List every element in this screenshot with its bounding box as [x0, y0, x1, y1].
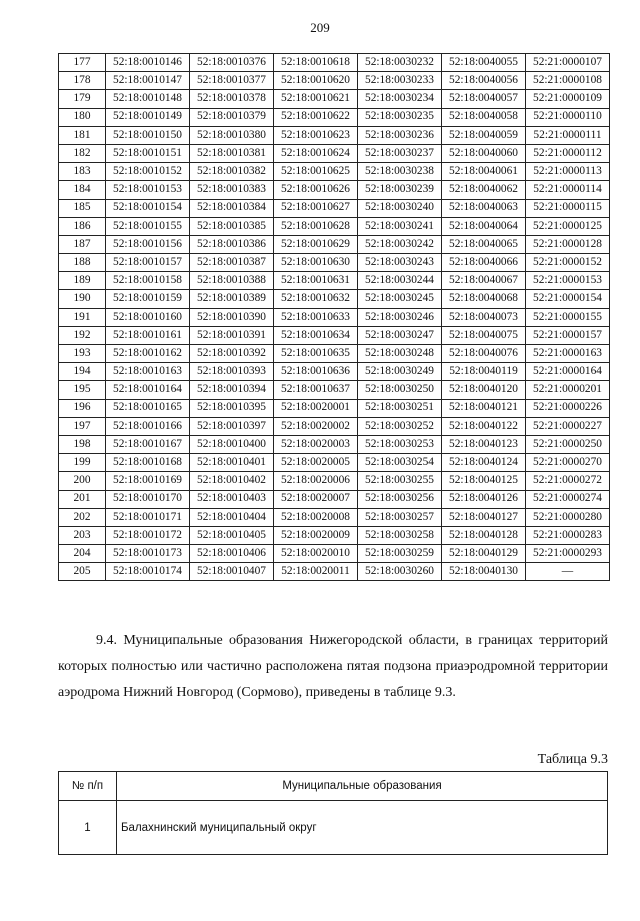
cadastral-code-cell: 52:21:0000152	[526, 254, 610, 272]
cadastral-code-cell: 52:18:0010169	[106, 472, 190, 490]
cadastral-code-cell: 52:18:0040058	[442, 108, 526, 126]
row-number-cell: 179	[59, 90, 106, 108]
cadastral-code-cell: 52:18:0010154	[106, 199, 190, 217]
table-row	[59, 72, 610, 90]
cadastral-code-cell: 52:18:0010618	[274, 54, 358, 72]
cadastral-code-cell: 52:18:0010622	[274, 108, 358, 126]
cadastral-code-cell: 52:18:0030252	[358, 417, 442, 435]
cadastral-code-cell: 52:18:0010168	[106, 454, 190, 472]
row-number-cell: 188	[59, 254, 106, 272]
row-number: 1	[59, 801, 117, 855]
cadastral-code-cell: 52:18:0010406	[190, 545, 274, 563]
cadastral-code-cell: 52:18:0040122	[442, 417, 526, 435]
cadastral-code-cell: 52:18:0040124	[442, 454, 526, 472]
cadastral-code-cell: 52:18:0010404	[190, 508, 274, 526]
cadastral-code-cell: 52:21:0000164	[526, 363, 610, 381]
cadastral-code-cell: 52:18:0030236	[358, 126, 442, 144]
cadastral-code-cell: 52:18:0010627	[274, 199, 358, 217]
table-row	[59, 54, 610, 72]
cadastral-code-cell: 52:18:0030260	[358, 563, 442, 581]
cadastral-code-cell: 52:18:0010392	[190, 345, 274, 363]
table-row	[59, 217, 610, 235]
cadastral-code-cell: 52:18:0030233	[358, 72, 442, 90]
cadastral-code-cell: 52:18:0040127	[442, 508, 526, 526]
cadastral-code-cell: 52:21:0000274	[526, 490, 610, 508]
table-row	[59, 545, 610, 563]
cadastral-code-cell: 52:18:0030258	[358, 526, 442, 544]
cadastral-code-cell: 52:18:0010620	[274, 72, 358, 90]
cadastral-code-cell: 52:21:0000109	[526, 90, 610, 108]
cadastral-code-cell: 52:18:0010390	[190, 308, 274, 326]
table-row	[59, 235, 610, 253]
municipal-table-row	[59, 801, 608, 855]
cadastral-code-cell: 52:18:0010632	[274, 290, 358, 308]
cadastral-code-cell: 52:18:0010173	[106, 545, 190, 563]
cadastral-code-cell: 52:18:0020007	[274, 490, 358, 508]
cadastral-code-cell: 52:18:0010147	[106, 72, 190, 90]
cadastral-code-cell: 52:21:0000107	[526, 54, 610, 72]
table-row	[59, 399, 610, 417]
table-row	[59, 435, 610, 453]
cadastral-code-cell: 52:18:0030240	[358, 199, 442, 217]
cadastral-code-cell: 52:18:0010160	[106, 308, 190, 326]
cadastral-code-cell: 52:21:0000250	[526, 435, 610, 453]
cadastral-code-cell: 52:18:0010629	[274, 235, 358, 253]
cadastral-code-cell: 52:18:0040064	[442, 217, 526, 235]
cadastral-code-cell: 52:18:0010402	[190, 472, 274, 490]
cadastral-code-cell: 52:18:0010158	[106, 272, 190, 290]
cadastral-code-cell: 52:18:0020008	[274, 508, 358, 526]
cadastral-code-cell: 52:18:0040129	[442, 545, 526, 563]
row-number-cell: 189	[59, 272, 106, 290]
cadastral-code-cell: 52:18:0030235	[358, 108, 442, 126]
cadastral-code-cell: 52:18:0040066	[442, 254, 526, 272]
cadastral-code-cell: 52:18:0030248	[358, 345, 442, 363]
cadastral-code-cell: 52:18:0010382	[190, 163, 274, 181]
table-row	[59, 472, 610, 490]
cadastral-code-cell: 52:21:0000272	[526, 472, 610, 490]
cadastral-code-cell: 52:18:0030257	[358, 508, 442, 526]
cadastral-code-cell: 52:18:0010623	[274, 126, 358, 144]
cadastral-code-cell: 52:18:0010387	[190, 254, 274, 272]
cadastral-code-cell: 52:18:0010161	[106, 326, 190, 344]
cadastral-code-cell: 52:18:0010162	[106, 345, 190, 363]
cadastral-code-cell: 52:18:0010624	[274, 144, 358, 162]
row-number-cell: 178	[59, 72, 106, 90]
cadastral-code-cell: 52:18:0010166	[106, 417, 190, 435]
cadastral-code-cell: 52:18:0020005	[274, 454, 358, 472]
cadastral-code-cell: 52:18:0020011	[274, 563, 358, 581]
cadastral-code-cell: 52:21:0000153	[526, 272, 610, 290]
cadastral-code-cell: 52:18:0010388	[190, 272, 274, 290]
cadastral-code-cell: 52:21:0000128	[526, 235, 610, 253]
cadastral-code-cell: 52:18:0040073	[442, 308, 526, 326]
page-number: 209	[310, 20, 330, 35]
row-number-cell: 205	[59, 563, 106, 581]
cadastral-code-cell: 52:18:0020006	[274, 472, 358, 490]
table-row	[59, 272, 610, 290]
cadastral-code-cell: 52:18:0040067	[442, 272, 526, 290]
cadastral-code-cell: 52:18:0010159	[106, 290, 190, 308]
cadastral-code-cell: 52:21:0000108	[526, 72, 610, 90]
table-row	[59, 345, 610, 363]
cadastral-code-cell: 52:18:0040057	[442, 90, 526, 108]
cadastral-code-cell: 52:18:0010150	[106, 126, 190, 144]
header-municipality: Муниципальные образования	[117, 772, 608, 801]
cadastral-code-cell: 52:18:0010146	[106, 54, 190, 72]
cadastral-code-cell: 52:18:0010379	[190, 108, 274, 126]
cadastral-code-cell: 52:18:0010400	[190, 435, 274, 453]
cadastral-code-cell: 52:18:0010174	[106, 563, 190, 581]
cadastral-code-cell: 52:18:0030247	[358, 326, 442, 344]
cadastral-code-cell: 52:18:0030238	[358, 163, 442, 181]
cadastral-code-cell: 52:18:0040125	[442, 472, 526, 490]
cadastral-code-cell: 52:18:0020001	[274, 399, 358, 417]
cadastral-code-cell: 52:21:0000293	[526, 545, 610, 563]
cadastral-code-cell: 52:18:0010148	[106, 90, 190, 108]
cadastral-code-cell: 52:21:0000114	[526, 181, 610, 199]
cadastral-code-cell: 52:18:0010630	[274, 254, 358, 272]
row-number-cell: 200	[59, 472, 106, 490]
cadastral-code-cell: 52:18:0030243	[358, 254, 442, 272]
cadastral-code-cell: 52:18:0010376	[190, 54, 274, 72]
table-row	[59, 290, 610, 308]
cadastral-code-cell: 52:18:0030234	[358, 90, 442, 108]
table-row	[59, 90, 610, 108]
table-row	[59, 490, 610, 508]
cadastral-code-cell: 52:18:0010405	[190, 526, 274, 544]
cadastral-code-cell: 52:18:0030254	[358, 454, 442, 472]
cadastral-code-cell: 52:21:0000201	[526, 381, 610, 399]
cadastral-code-cell: 52:18:0010377	[190, 72, 274, 90]
row-number-cell: 191	[59, 308, 106, 326]
cadastral-code-cell: 52:18:0040130	[442, 563, 526, 581]
cadastral-code-cell: 52:18:0010403	[190, 490, 274, 508]
table-row	[59, 326, 610, 344]
cadastral-code-cell: 52:18:0010171	[106, 508, 190, 526]
cadastral-code-cell: 52:18:0010163	[106, 363, 190, 381]
table-row	[59, 199, 610, 217]
cadastral-code-cell: 52:18:0010634	[274, 326, 358, 344]
row-number-cell: 193	[59, 345, 106, 363]
row-number-cell: 197	[59, 417, 106, 435]
cadastral-code-cell: 52:18:0030237	[358, 144, 442, 162]
table-row	[59, 181, 610, 199]
table-row	[59, 254, 610, 272]
row-number-cell: 184	[59, 181, 106, 199]
cadastral-code-cell: 52:18:0010395	[190, 399, 274, 417]
row-number-cell: 177	[59, 54, 106, 72]
cadastral-code-cell: 52:18:0010389	[190, 290, 274, 308]
cadastral-code-cell: 52:18:0010407	[190, 563, 274, 581]
row-number-cell: 198	[59, 435, 106, 453]
cadastral-code-cell: 52:21:0000226	[526, 399, 610, 417]
cadastral-code-cell: 52:18:0040128	[442, 526, 526, 544]
cadastral-code-cell: 52:21:0000163	[526, 345, 610, 363]
row-number-cell: 192	[59, 326, 106, 344]
cadastral-code-cell: 52:18:0040065	[442, 235, 526, 253]
cadastral-code-cell: 52:18:0010383	[190, 181, 274, 199]
cadastral-code-cell: 52:18:0010621	[274, 90, 358, 108]
cadastral-code-cell: 52:18:0030245	[358, 290, 442, 308]
cadastral-code-cell: 52:18:0010157	[106, 254, 190, 272]
cadastral-code-cell: 52:18:0040068	[442, 290, 526, 308]
cadastral-code-cell: 52:18:0010393	[190, 363, 274, 381]
cadastral-code-cell: 52:18:0030241	[358, 217, 442, 235]
cadastral-code-cell: 52:21:0000154	[526, 290, 610, 308]
cadastral-code-cell: 52:21:0000115	[526, 199, 610, 217]
cadastral-code-cell: 52:18:0010164	[106, 381, 190, 399]
cadastral-code-cell: 52:18:0040056	[442, 72, 526, 90]
cadastral-code-cell: 52:18:0040123	[442, 435, 526, 453]
cadastral-code-cell: 52:18:0030253	[358, 435, 442, 453]
row-number-cell: 204	[59, 545, 106, 563]
cadastral-code-cell: 52:18:0010625	[274, 163, 358, 181]
row-number-cell: 180	[59, 108, 106, 126]
cadastral-code-cell: 52:21:0000157	[526, 326, 610, 344]
cadastral-code-cell: 52:18:0010380	[190, 126, 274, 144]
cadastral-code-cell: 52:18:0010151	[106, 144, 190, 162]
cadastral-code-cell: 52:21:0000280	[526, 508, 610, 526]
cadastral-code-cell: 52:18:0010165	[106, 399, 190, 417]
cadastral-code-cell: 52:18:0010152	[106, 163, 190, 181]
cadastral-code-cell: 52:18:0010378	[190, 90, 274, 108]
cadastral-code-cell: 52:18:0030259	[358, 545, 442, 563]
cadastral-code-cell: 52:18:0010636	[274, 363, 358, 381]
row-number-cell: 202	[59, 508, 106, 526]
cadastral-code-cell: 52:18:0010386	[190, 235, 274, 253]
municipality-name: Балахнинский муниципальный округ	[117, 801, 608, 855]
table-row	[59, 508, 610, 526]
row-number-cell: 181	[59, 126, 106, 144]
table-row	[59, 526, 610, 544]
table-row	[59, 563, 610, 581]
cadastral-code-cell: 52:18:0010384	[190, 199, 274, 217]
cadastral-code-cell: 52:18:0010394	[190, 381, 274, 399]
row-number-cell: 183	[59, 163, 106, 181]
cadastral-code-cell: 52:18:0030239	[358, 181, 442, 199]
cadastral-code-cell: 52:21:0000125	[526, 217, 610, 235]
cadastral-code-cell: 52:21:0000111	[526, 126, 610, 144]
cadastral-code-cell: 52:18:0040059	[442, 126, 526, 144]
cadastral-code-cell: 52:18:0040060	[442, 144, 526, 162]
table-row	[59, 163, 610, 181]
cadastral-code-cell: 52:18:0010381	[190, 144, 274, 162]
row-number-cell: 190	[59, 290, 106, 308]
cadastral-code-cell: 52:21:0000270	[526, 454, 610, 472]
municipal-table	[58, 771, 608, 855]
cadastral-code-cell: 52:18:0020009	[274, 526, 358, 544]
cadastral-code-cell: 52:18:0010391	[190, 326, 274, 344]
cadastral-code-cell: 52:18:0040120	[442, 381, 526, 399]
cadastral-code-cell: 52:18:0040121	[442, 399, 526, 417]
cadastral-code-cell: 52:18:0030255	[358, 472, 442, 490]
cadastral-code-cell: 52:18:0030232	[358, 54, 442, 72]
cadastral-code-cell: 52:18:0010631	[274, 272, 358, 290]
municipal-table-header-row	[59, 772, 608, 801]
cadastral-code-cell: 52:21:0000227	[526, 417, 610, 435]
cadastral-code-cell: 52:18:0020003	[274, 435, 358, 453]
cadastral-table	[58, 53, 610, 581]
cadastral-code-cell: 52:18:0020002	[274, 417, 358, 435]
row-number-cell: 185	[59, 199, 106, 217]
cadastral-code-cell: 52:18:0010397	[190, 417, 274, 435]
cadastral-code-cell: 52:18:0040076	[442, 345, 526, 363]
section-paragraph: 9.4. Муниципальные образования Нижегородской области, в границах территорий которых полностью или частично расположена пятая подзона приаэродромной территории аэродрома Нижний Новгород (Сормово), приведены в таблице 9.3.	[58, 633, 608, 700]
cadastral-code-cell: 52:18:0010628	[274, 217, 358, 235]
cadastral-code-cell: 52:18:0010167	[106, 435, 190, 453]
table-row	[59, 308, 610, 326]
cadastral-code-cell: 52:18:0030244	[358, 272, 442, 290]
cadastral-code-cell: 52:18:0010626	[274, 181, 358, 199]
row-number-cell: 186	[59, 217, 106, 235]
row-number-cell: 182	[59, 144, 106, 162]
cadastral-code-cell: —	[526, 563, 610, 581]
table-row	[59, 417, 610, 435]
table-row	[59, 108, 610, 126]
table-row	[59, 454, 610, 472]
row-number-cell: 195	[59, 381, 106, 399]
cadastral-code-cell: 52:18:0030250	[358, 381, 442, 399]
cadastral-table-body	[59, 54, 610, 581]
cadastral-code-cell: 52:18:0040119	[442, 363, 526, 381]
cadastral-code-cell: 52:18:0010170	[106, 490, 190, 508]
cadastral-code-cell: 52:18:0030249	[358, 363, 442, 381]
cadastral-code-cell: 52:18:0040063	[442, 199, 526, 217]
cadastral-code-cell: 52:18:0040062	[442, 181, 526, 199]
table-row	[59, 126, 610, 144]
cadastral-code-cell: 52:21:0000283	[526, 526, 610, 544]
cadastral-code-cell: 52:18:0030256	[358, 490, 442, 508]
header-number: № п/п	[59, 772, 117, 801]
cadastral-code-cell: 52:18:0010633	[274, 308, 358, 326]
cadastral-code-cell: 52:21:0000113	[526, 163, 610, 181]
cadastral-code-cell: 52:18:0030246	[358, 308, 442, 326]
cadastral-code-cell: 52:18:0030242	[358, 235, 442, 253]
cadastral-code-cell: 52:18:0040126	[442, 490, 526, 508]
cadastral-code-cell: 52:18:0040055	[442, 54, 526, 72]
cadastral-code-cell: 52:18:0010635	[274, 345, 358, 363]
row-number-cell: 201	[59, 490, 106, 508]
cadastral-code-cell: 52:18:0010149	[106, 108, 190, 126]
cadastral-code-cell: 52:18:0010172	[106, 526, 190, 544]
cadastral-code-cell: 52:18:0010385	[190, 217, 274, 235]
cadastral-code-cell: 52:18:0010637	[274, 381, 358, 399]
table-row	[59, 144, 610, 162]
table-caption: Таблица 9.3	[537, 752, 608, 767]
row-number-cell: 196	[59, 399, 106, 417]
row-number-cell: 199	[59, 454, 106, 472]
cadastral-code-cell: 52:18:0010156	[106, 235, 190, 253]
cadastral-code-cell: 52:18:0010401	[190, 454, 274, 472]
row-number-cell: 187	[59, 235, 106, 253]
cadastral-code-cell: 52:18:0030251	[358, 399, 442, 417]
cadastral-code-cell: 52:18:0020010	[274, 545, 358, 563]
cadastral-code-cell: 52:21:0000110	[526, 108, 610, 126]
cadastral-code-cell: 52:18:0040075	[442, 326, 526, 344]
cadastral-code-cell: 52:21:0000155	[526, 308, 610, 326]
row-number-cell: 194	[59, 363, 106, 381]
row-number-cell: 203	[59, 526, 106, 544]
table-row	[59, 363, 610, 381]
cadastral-code-cell: 52:18:0010155	[106, 217, 190, 235]
cadastral-code-cell: 52:18:0010153	[106, 181, 190, 199]
cadastral-code-cell: 52:18:0040061	[442, 163, 526, 181]
cadastral-code-cell: 52:21:0000112	[526, 144, 610, 162]
table-row	[59, 381, 610, 399]
